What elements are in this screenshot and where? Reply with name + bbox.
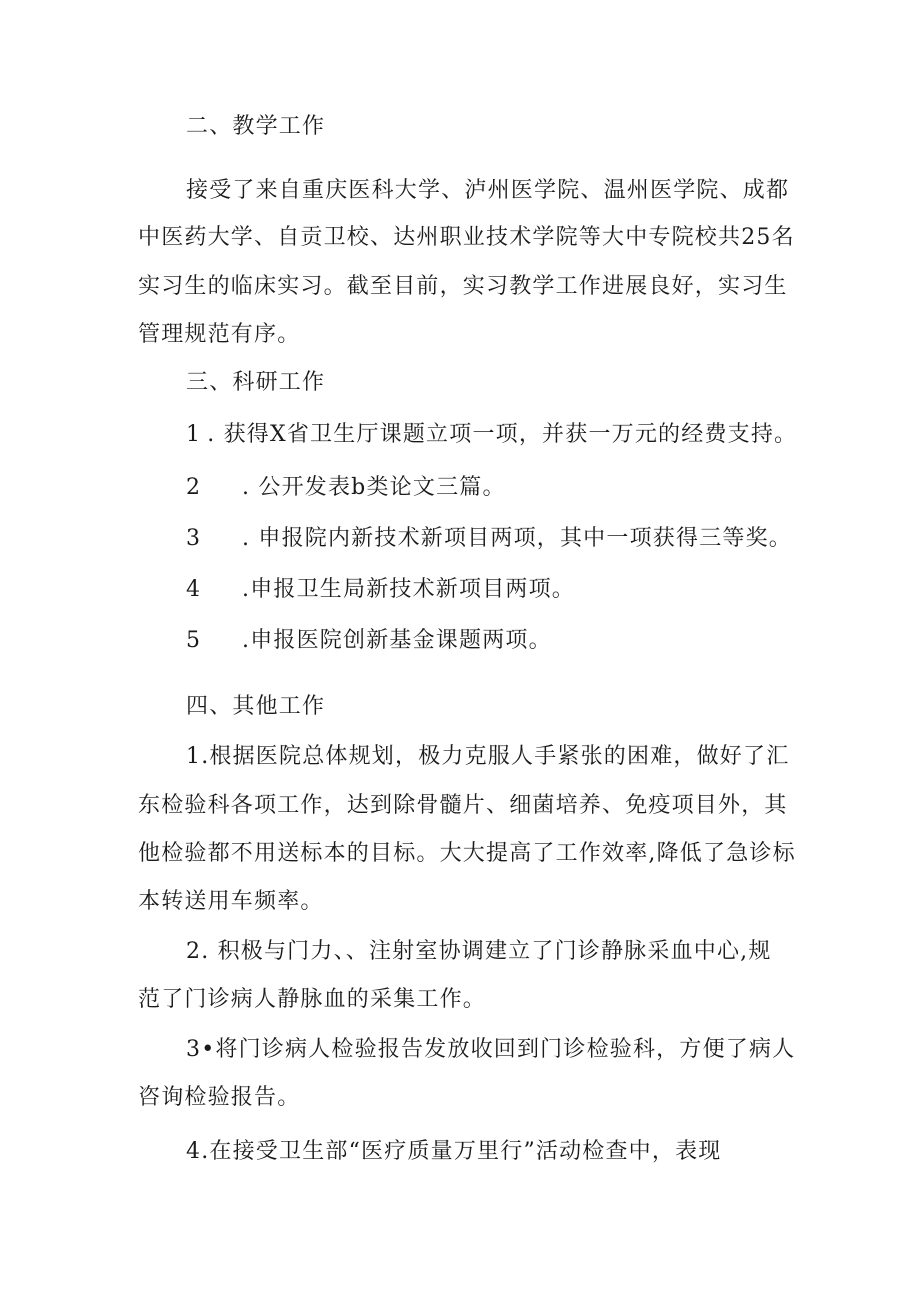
paragraph-line: 中医药大学、自贡卫校、达州职业技术学院等大中专院校共25名 [138,225,795,250]
paragraph-line: 2. 积极与门力、、注射室协调建立了门诊静脉采血中心,规 [186,939,772,964]
list-item-text: .申报卫生局新技术新项目两项。 [242,577,575,602]
section-heading-research: 三、科研工作 [186,370,326,395]
list-item [186,524,866,554]
paragraph-line: 咨询检验报告。 [138,1085,301,1110]
paragraph-line: 1.根据医院总体规划，极力克服人手紧张的困难，做好了汇 [186,744,790,769]
paragraph-line: 实习生的临床实习。截至目前，实习教学工作进展良好，实习生 [138,274,788,299]
list-item-text: . 获得X省卫生厅课题立项一项，并获一万元的经费支持。 [207,422,798,447]
paragraph-line: 本转送用车频率。 [138,889,324,914]
section-heading-teaching: 二、教学工作 [186,114,326,139]
list-item [186,626,866,656]
paragraph-line: 管理规范有序。 [138,322,301,347]
paragraph-line: 4.在接受卫生部“医疗质量万里行”活动检查中，表现 [186,1139,722,1164]
list-item-text: .申报医院创新基金课题两项。 [242,628,552,653]
list-item-number: 2 [186,475,202,500]
section-heading-other: 四、其他工作 [186,694,326,719]
paragraph-line: 接受了来自重庆医科大学、泸州医学院、温州医学院、成都 [186,178,790,203]
list-item-number: 4 [186,577,202,602]
list-item [186,420,866,450]
paragraph-line: 东检验科各项工作，达到除骨髓片、细菌培养、免疫项目外，其 [138,793,788,818]
list-item [186,473,866,503]
list-item-number: 5 [186,628,202,653]
list-item-number: 1 [186,422,202,447]
paragraph-line: 3•将门诊病人检验报告发放收回到门诊检验科，方便了病人 [186,1037,796,1062]
list-item-text: . 申报院内新技术新项目两项，其中一项获得三等奖。 [242,526,792,551]
paragraph-line: 他检验都不用送标本的目标。大大提高了工作效率,降低了急诊标 [138,841,796,866]
list-item [186,575,866,605]
list-item-text: . 公开发表b类论文三篇。 [242,475,506,500]
list-item-number: 3 [186,526,202,551]
paragraph-line: 范了门诊病人静脉血的采集工作。 [138,987,487,1012]
